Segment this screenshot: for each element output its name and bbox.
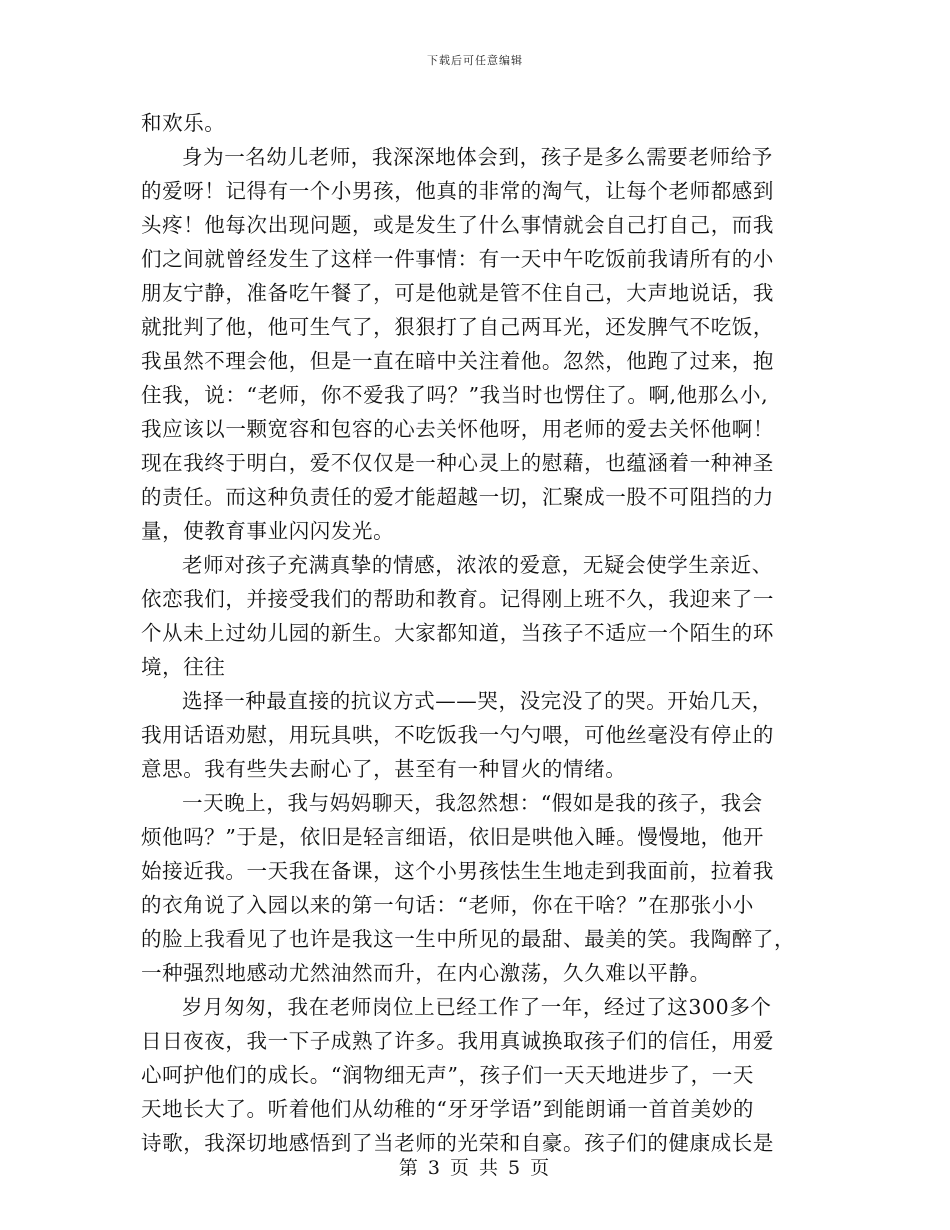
text-line: 朋友宁静，准备吃午餐了，可是他就是管不住自己，大声地说话，我 xyxy=(141,281,774,305)
text-line: 头疼！他每次出现问题，或是发生了什么事情就会自己打自己，而我 xyxy=(141,213,774,237)
text-line: 境，往往 xyxy=(141,655,226,679)
text-line: 量，使教育事业闪闪发光。 xyxy=(141,519,395,543)
text-line: 意思。我有些失去耐心了，甚至有一种冒火的情绪。 xyxy=(141,757,627,781)
text-line: 日日夜夜，我一下子成熟了许多。我用真诚换取孩子们的信任，用爱 xyxy=(141,1029,774,1053)
text-line: 住我，说：“老师，你不爱我了吗？”我当时也愣住了。啊,他那么小, xyxy=(141,383,769,407)
text-line: 就批判了他，他可生气了，狠狠打了自己两耳光，还发脾气不吃饭， xyxy=(141,315,774,339)
text-line: 现在我终于明白，爱不仅仅是一种心灵上的慰藉，也蕴涵着一种神圣 xyxy=(141,451,774,475)
text-line: 岁月匆匆，我在老师岗位上已经工作了一年，经过了这300多个 xyxy=(182,995,772,1019)
text-line: 们之间就曾经发生了这样一件事情：有一天中午吃饭前我请所有的小 xyxy=(141,247,774,271)
text-line: 我用话语劝慰，用玩具哄，不吃饭我一勺勺喂，可他丝毫没有停止的 xyxy=(141,723,774,747)
text-line: 的衣角说了入园以来的第一句话：“老师，你在干啥？”在那张小小 xyxy=(141,893,754,917)
text-line: 诗歌，我深切地感悟到了当老师的光荣和自豪。孩子们的健康成长是 xyxy=(141,1131,774,1155)
text-line: 我虽然不理会他，但是一直在暗中关注着他。忽然，他跑了过来，抱 xyxy=(141,349,774,373)
text-line: 天地长大了。听着他们从幼稚的“牙牙学语”到能朗诵一首首美妙的 xyxy=(141,1097,754,1121)
text-line: 选择一种最直接的抗议方式——哭，没完没了的哭。开始几天， xyxy=(182,689,773,713)
text-line: 的脸上我看见了也许是我这一生中所见的最甜、最美的笑。我陶醉了， xyxy=(141,927,796,951)
text-line: 心呵护他们的成长。“润物细无声”，孩子们一天天地进步了，一天 xyxy=(141,1063,754,1087)
page-header: 下载后可任意编辑 xyxy=(427,54,523,67)
text-line: 的责任。而这种负责任的爱才能超越一切，汇聚成一股不可阻挡的力 xyxy=(141,485,774,509)
text-line: 依恋我们，并接受我们的帮助和教育。记得刚上班不久，我迎来了一 xyxy=(141,587,774,611)
text-line: 一天晚上，我与妈妈聊天，我忽然想：“假如是我的孩子，我会 xyxy=(182,791,763,815)
text-line: 的爱呀！记得有一个小男孩，他真的非常的淘气，让每个老师都感到 xyxy=(141,179,774,203)
text-line: 我应该以一颗宽容和包容的心去关怀他呀，用老师的爱去关怀他啊！ xyxy=(141,417,774,441)
text-line: 始接近我。一天我在备课，这个小男孩怯生生地走到我面前，拉着我 xyxy=(141,859,774,883)
page-number: 第 3 页 共 5 页 xyxy=(398,1157,552,1179)
text-line: 个从未上过幼儿园的新生。大家都知道，当孩子不适应一个陌生的环 xyxy=(141,621,774,645)
document-body xyxy=(141,106,811,1160)
text-line: 烦他吗？”于是，依旧是轻言细语，依旧是哄他入睡。慢慢地，他开 xyxy=(141,825,764,849)
text-line: 和欢乐。 xyxy=(141,111,226,135)
text-line: 身为一名幼儿老师，我深深地体会到，孩子是多么需要老师给予 xyxy=(182,145,773,169)
text-line: 一种强烈地感动尤然油然而升，在内心激荡，久久难以平静。 xyxy=(141,961,711,985)
text-line: 老师对孩子充满真挚的情感，浓浓的爱意，无疑会使学生亲近、 xyxy=(182,553,773,577)
